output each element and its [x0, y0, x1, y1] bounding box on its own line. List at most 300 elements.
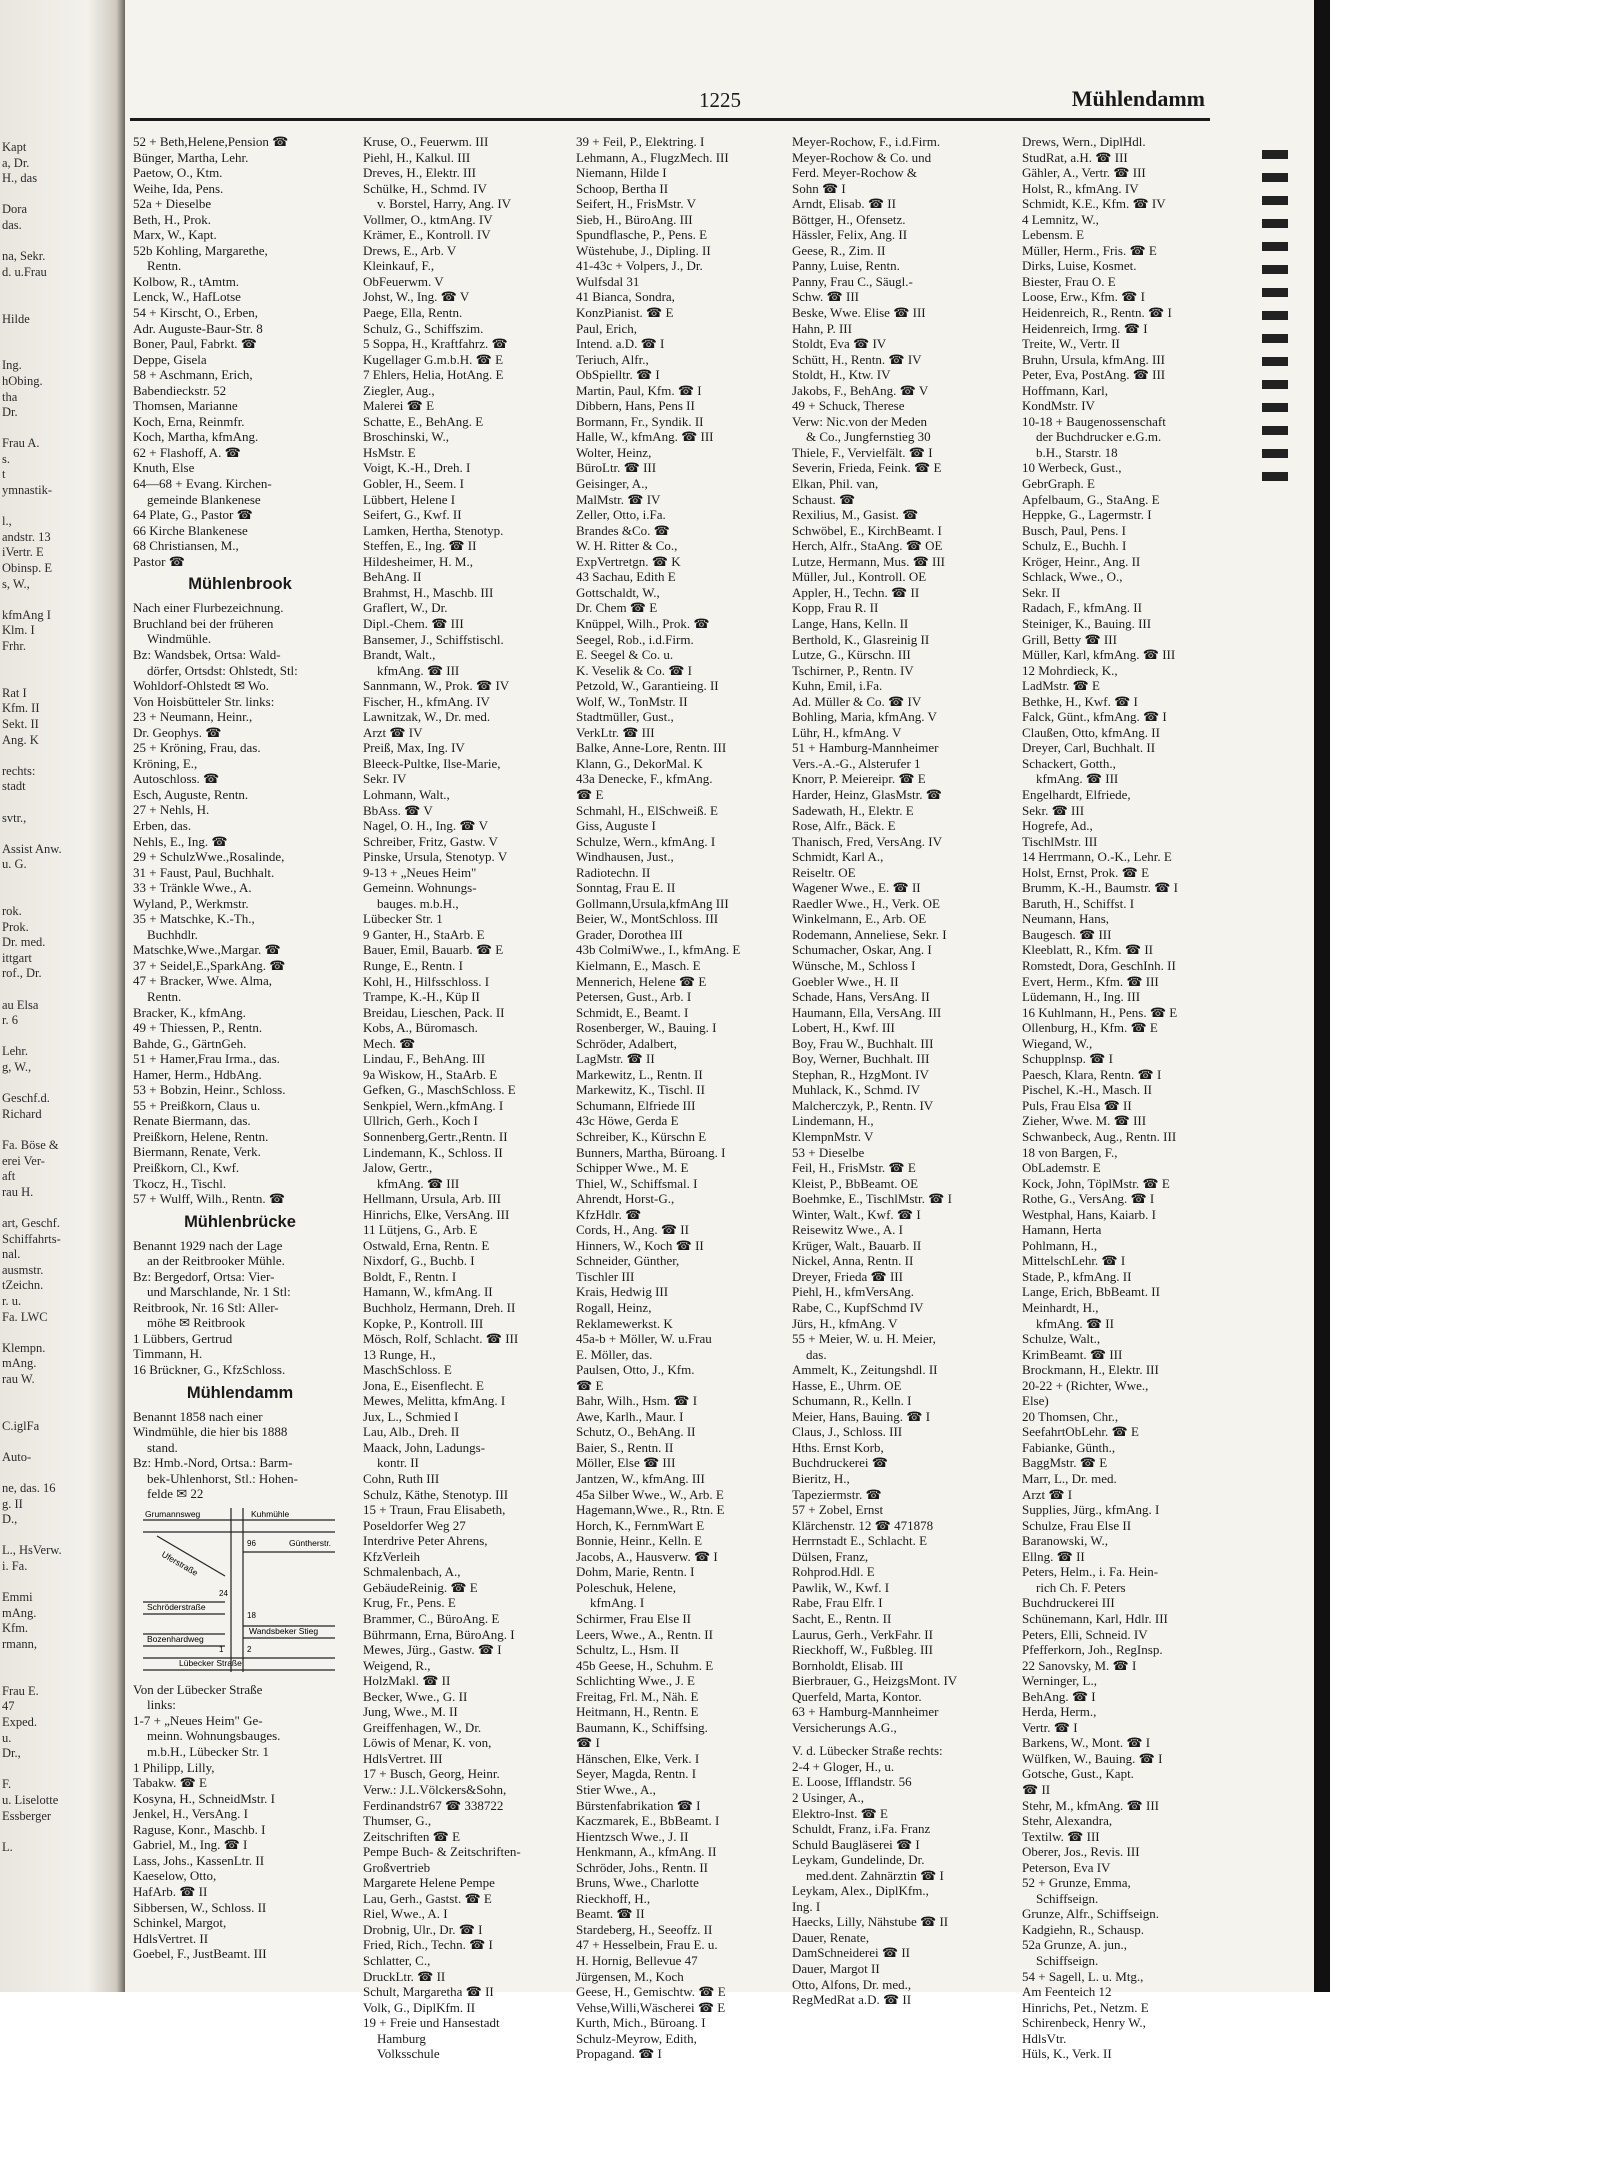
directory-entry: Ziegler, Aug.,: [363, 382, 435, 398]
directory-entry: BüroLtr. ☎ III: [576, 460, 657, 476]
directory-entry: Preiß, Max, Ing. IV: [363, 740, 465, 756]
previous-page-fragment: [2, 1434, 120, 1450]
directory-entry: Mewes, Jürg., Gastw. ☎ I: [363, 1642, 502, 1658]
directory-entry: Rabe, C., KupfSchmd IV: [792, 1300, 924, 1316]
previous-page-fragment: [2, 421, 120, 437]
directory-entry: Schmalenbach, A.,: [363, 1564, 461, 1580]
directory-entry: Boehmke, E., TischlMstr. ☎ I: [792, 1191, 952, 1207]
directory-entry: Preißkorn, Helene, Rentn.: [133, 1128, 269, 1144]
directory-entry: Querfeld, Marta, Kontor.: [792, 1688, 922, 1704]
directory-entry: 13 Runge, H.,: [363, 1346, 436, 1362]
directory-entry: Knorr, P. Meiereipr. ☎ E: [792, 771, 926, 787]
directory-entry: dörfer, Ortsdst: Ohlstedt, Stl:: [147, 662, 298, 678]
directory-entry: Am Feenteich 12: [1022, 1984, 1112, 2000]
directory-entry: Feil, H., FrisMstr. ☎ E: [792, 1160, 916, 1176]
directory-entry: Thanisch, Fred, VersAng. IV: [792, 833, 942, 849]
directory-entry: Margarete Helene Pempe: [363, 1875, 495, 1891]
directory-entry: Leykam, Alex., DiplKfm.,: [792, 1883, 929, 1899]
directory-entry: 18 von Bargen, F.,: [1022, 1144, 1118, 1160]
directory-entry: Westphal, Hans, Kaiarb. I: [1022, 1206, 1156, 1222]
directory-entry: Raguse, Konr., Maschb. I: [133, 1821, 266, 1837]
directory-entry: Dreyer, Frieda ☎ III: [792, 1268, 903, 1284]
previous-page-fragment: rau H.: [2, 1184, 34, 1199]
directory-entry: Dr. Geophys. ☎: [133, 724, 222, 740]
directory-entry: Bunners, Martha, Büroang. I: [576, 1144, 726, 1160]
directory-entry: ☎ E: [576, 786, 604, 802]
directory-entry: Bruchland bei der früheren: [133, 615, 274, 631]
directory-entry: Hinrichs, Pet., Netzm. E: [1022, 1999, 1149, 2015]
directory-entry: Oberer, Jos., Revis. III: [1022, 1844, 1140, 1860]
directory-entry: Jung, Wwe., M. II: [363, 1704, 458, 1720]
directory-entry: Gemeinn. Wohnungs-: [363, 880, 477, 896]
directory-entry: 22 Sanovsky, M. ☎ I: [1022, 1657, 1137, 1673]
directory-entry: Wüstehube, J., Dipling. II: [576, 242, 711, 258]
directory-entry: BbAss. ☎ V: [363, 802, 433, 818]
previous-page-fragment: rof., Dr.: [2, 966, 42, 981]
directory-entry: Schutz, O., BehAng. II: [576, 1424, 696, 1440]
directory-entry: Hagemann,Wwe., R., Rtn. E: [576, 1502, 725, 1518]
directory-entry: 10-18 + Baugenossenschaft: [1022, 413, 1166, 429]
directory-entry: Berthold, K., Glasreinig II: [792, 631, 930, 647]
directory-entry: Kielmann, E., Masch. E: [576, 957, 701, 973]
directory-entry: Stephan, R., HzgMont. IV: [792, 1066, 929, 1082]
directory-entry: Kugellager G.m.b.H. ☎ E: [363, 351, 504, 367]
directory-entry: Rose, Alfr., Bäck. E: [792, 818, 896, 834]
directory-entry: Schirenbeck, Henry W.,: [1022, 2015, 1146, 2031]
directory-entry: Arzt ☎ IV: [363, 724, 423, 740]
directory-entry: Schmahl, H., ElSchweiß. E: [576, 802, 718, 818]
directory-entry: Hahn, P. III: [792, 320, 852, 336]
directory-entry: 64 Plate, G., Pastor ☎: [133, 507, 253, 523]
directory-entry: Schumann, R., Kelln. I: [792, 1393, 912, 1409]
directory-entry: KfzHdlr. ☎: [576, 1206, 642, 1222]
directory-entry: Brahmst, H., Maschb. III: [363, 584, 494, 600]
directory-entry: 16 Brückner, G., KfzSchloss.: [133, 1362, 286, 1378]
directory-entry: 52a + Dieselbe: [133, 196, 212, 212]
directory-entry: ☎ I: [576, 1735, 600, 1751]
directory-entry: Pinske, Ursula, Stenotyp. V: [363, 849, 508, 865]
directory-entry: Müller, Herm., Fris. ☎ E: [1022, 242, 1157, 258]
directory-entry: Laurus, Gerh., VerkFahr. II: [792, 1626, 933, 1642]
directory-entry: Ahrendt, Horst-G.,: [576, 1191, 675, 1207]
previous-page-fragment: [2, 670, 120, 686]
previous-page-fragment: na, Sekr.: [2, 249, 46, 264]
directory-entry: 14 Herrmann, O.-K., Lehr. E: [1022, 849, 1172, 865]
directory-entry: Tapeziermstr. ☎: [792, 1486, 882, 1502]
previous-page-fragment: mAng.: [2, 1605, 37, 1620]
directory-entry: Buchholz, Hermann, Dreh. II: [363, 1300, 516, 1316]
directory-entry: Schulze, Wern., kfmAng. I: [576, 833, 716, 849]
directory-entry: Pawlik, W., Kwf. I: [792, 1579, 890, 1595]
directory-entry: GebrGraph. E: [1022, 476, 1095, 492]
previous-page-fragment: mAng.: [2, 1356, 37, 1371]
directory-entry: Dreves, H., Elektr. III: [363, 165, 476, 181]
previous-page-fragment: u.: [2, 1730, 12, 1745]
directory-entry: Goebler Wwe., H. II: [792, 973, 899, 989]
directory-entry: Schuld Baugläserei ☎ I: [792, 1836, 920, 1852]
previous-page-fragment: [2, 280, 120, 296]
directory-entry: Hientzsch Wwe., J. II: [576, 1828, 689, 1844]
previous-page-fragment: svtr.,: [2, 810, 27, 825]
directory-entry: kfmAng. ☎ III: [377, 662, 460, 678]
directory-entry: 52a Grunze, A. jun.,: [1022, 1937, 1128, 1953]
directory-entry: 27 + Nehls, H.: [133, 802, 210, 818]
directory-entry: Grunze, Alfr., Schiffseign.: [1022, 1906, 1159, 1922]
directory-entry: Klärchenstr. 12 ☎ 471878: [792, 1517, 934, 1533]
directory-entry: Rabe, Frau Elfr. I: [792, 1595, 883, 1611]
directory-entry: Harder, Heinz, GlasMstr. ☎: [792, 786, 942, 802]
directory-entry: Krais, Hedwig III: [576, 1284, 669, 1300]
directory-entry: Jalow, Gertr.,: [363, 1160, 433, 1176]
directory-entry: Peters, Helm., i. Fa. Hein-: [1022, 1564, 1159, 1580]
directory-entry: Thiele, F., Vervielfält. ☎ I: [792, 444, 933, 460]
spacer: [792, 1735, 1012, 1743]
directory-entry: Lass, Johs., KassenLtr. II: [133, 1852, 265, 1868]
directory-entry: Halle, W., kfmAng. ☎ III: [576, 429, 714, 445]
directory-entry: 54 + Kirscht, O., Erben,: [133, 305, 259, 321]
directory-entry: Schünemann, Karl, Hdlr. III: [1022, 1610, 1168, 1626]
directory-entry: Lebensm. E: [1022, 227, 1085, 243]
previous-page-fragment: C.iglFa: [2, 1418, 40, 1433]
directory-entry: Bornholdt, Elisab. III: [792, 1657, 904, 1673]
directory-entry: TischlMstr. III: [1022, 833, 1098, 849]
directory-entry: Schultz, L., Hsm. II: [576, 1642, 679, 1658]
previous-page-fragment: Assist Anw.: [2, 841, 62, 856]
directory-entry: Barkens, W., Mont. ☎ I: [1022, 1735, 1151, 1751]
directory-entry: ☎ II: [1022, 1781, 1051, 1797]
previous-page-fragment: g, W.,: [2, 1060, 32, 1075]
previous-page-fragment: t: [2, 467, 6, 482]
directory-entry: Reklamewerkst. K: [576, 1315, 673, 1331]
directory-entry: Radach, F., kfmAng. II: [1022, 600, 1142, 616]
directory-entry: Vehse,Willi,Wäscherei ☎ E: [576, 1999, 726, 2015]
directory-entry: Hogrefe, Ad.,: [1022, 818, 1093, 834]
directory-entry: Biester, Frau O. E: [1022, 273, 1116, 289]
directory-entry: Sadewath, H., Elektr. E: [792, 802, 914, 818]
directory-entry: Stade, P., kfmAng. II: [1022, 1268, 1132, 1284]
directory-entry: Dr. Chem ☎ E: [576, 600, 658, 616]
directory-entry: Bahr, Wilh., Hsm. ☎ I: [576, 1393, 698, 1409]
directory-entry: Erben, das.: [133, 817, 192, 833]
directory-entry: 53 + Bobzin, Heinr., Schloss.: [133, 1082, 286, 1098]
directory-entry: Schinkel, Margot,: [133, 1915, 227, 1931]
directory-entry: kfmAng. ☎ III: [377, 1175, 460, 1191]
directory-entry: 49 + Thiessen, P., Rentn.: [133, 1020, 263, 1036]
directory-entry: Sieb, H., BüroAng. III: [576, 211, 693, 227]
map-street-label: Wandsbeker Stieg: [249, 1625, 319, 1636]
directory-entry: Winkelmann, E., Arb. OE: [792, 911, 927, 927]
directory-entry: Schmidt, E., Beamt. I: [576, 1004, 689, 1020]
map-street-label: Grumannsweg: [145, 1508, 201, 1519]
directory-entry: Knuth, Else: [133, 460, 195, 476]
directory-entry: Malerei ☎ E: [363, 398, 435, 414]
directory-entry: Hüls, K., Verk. II: [1022, 2046, 1112, 2062]
directory-entry: 20-22 + (Richter, Wwe.,: [1022, 1377, 1149, 1393]
previous-page-fragment: [2, 1653, 120, 1669]
previous-page-fragment: r. 6: [2, 1013, 18, 1028]
directory-entry: Ad. Müller & Co. ☎ IV: [792, 693, 922, 709]
directory-entry: Poleschuk, Helene,: [576, 1579, 677, 1595]
directory-entry: 43 Sachau, Edith E: [576, 569, 676, 585]
directory-entry: das.: [806, 1346, 827, 1362]
previous-page-fragment: 47: [2, 1699, 15, 1714]
directory-entry: 57 + Zobel, Ernst: [792, 1502, 884, 1518]
directory-entry: 47 + Hesselbein, Frau E. u.: [576, 1937, 718, 1953]
directory-entry: Dirks, Luise, Kosmet.: [1022, 258, 1137, 274]
directory-entry: felde ✉ 22: [147, 1486, 204, 1502]
directory-entry: Fabianke, Günth.,: [1022, 1439, 1116, 1455]
directory-entry: Mösch, Rolf, Schlacht. ☎ III: [363, 1331, 519, 1347]
directory-entry: Lübbert, Helene I: [363, 491, 456, 507]
previous-page-fragment: Emmi: [2, 1590, 33, 1605]
previous-page-fragment: u. G.: [2, 857, 27, 872]
directory-entry: 31 + Faust, Paul, Buchhalt.: [133, 864, 275, 880]
directory-entry: 1 Lübbers, Gertrud: [133, 1330, 233, 1346]
directory-entry: Schlichting Wwe., J. E: [576, 1673, 695, 1689]
directory-entry: Tabakw. ☎ E: [133, 1775, 208, 1791]
directory-entry: Möller, Else ☎ III: [576, 1455, 676, 1471]
directory-entry: Lutze, G., Kürschn. III: [792, 647, 911, 663]
directory-entry: 15 + Traun, Frau Elisabeth,: [363, 1502, 506, 1518]
directory-entry: Baugesch. ☎ III: [1022, 926, 1112, 942]
directory-entry: und Marschlande, Nr. 1 Stl:: [147, 1284, 291, 1300]
directory-entry: Intend. a.D. ☎ I: [576, 336, 665, 352]
previous-page-fragment: a, Dr.: [2, 155, 30, 170]
directory-entry: Ullrich, Gerh., Koch I: [363, 1113, 478, 1129]
directory-entry: Brandt, Walt.,: [363, 647, 436, 663]
directory-entry: Volksschule: [377, 2046, 440, 2062]
directory-entry: 23 + Neumann, Heinr.,: [133, 709, 253, 725]
directory-entry: Koch, Martha, kfmAng.: [133, 429, 259, 445]
previous-page-fragment: Richard: [2, 1106, 42, 1121]
directory-entry: ☎ E: [576, 1377, 604, 1393]
directory-entry: Gähler, A., Vertr. ☎ III: [1022, 165, 1146, 181]
directory-entry: Heidenreich, Irmg. ☎ I: [1022, 320, 1148, 336]
previous-page-fragment: [2, 1824, 120, 1840]
directory-entry: Benannt 1929 nach der Lage: [133, 1237, 283, 1253]
directory-entry: Cohn, Ruth III: [363, 1471, 440, 1487]
directory-entry: Marr, L., Dr. med.: [1022, 1471, 1117, 1487]
map-street-label: Uferstraße: [160, 1548, 200, 1578]
directory-entry: Dülsen, Franz,: [792, 1548, 869, 1564]
directory-entry: Gollmann,Ursula,kfmAng III: [576, 895, 729, 911]
directory-entry: Riel, Wwe., A. I: [363, 1906, 448, 1922]
directory-entry: Lohmann, Walt.,: [363, 786, 450, 802]
directory-entry: Ostwald, Erna, Rentn. E: [363, 1237, 490, 1253]
directory-column-3: [576, 134, 788, 2062]
previous-page-fragment: Fa. LWC: [2, 1309, 48, 1324]
directory-entry: Falck, Günt., kfmAng. ☎ I: [1022, 709, 1167, 725]
directory-entry: Matschke,Wwe.,Margar. ☎: [133, 942, 281, 958]
directory-entry: Evert, Herm., Kfm. ☎ III: [1022, 973, 1159, 989]
directory-entry: Panny, Luise, Rentn.: [792, 258, 900, 274]
directory-entry: Bührmann, Erna, BüroAng. I: [363, 1626, 515, 1642]
previous-page-fragment: [2, 748, 120, 764]
directory-entry: Beske, Wwe. Elise ☎ III: [792, 305, 926, 321]
directory-entry: Paul, Erich,: [576, 320, 638, 336]
directory-entry: Lange, Erich, BbBeamt. II: [1022, 1284, 1160, 1300]
previous-page-fragment: Kfm. II: [2, 701, 40, 716]
thumb-index-marks: [1262, 150, 1292, 495]
directory-entry: BehAng. ☎ I: [1022, 1688, 1096, 1704]
directory-entry: Engelhardt, Elfriede,: [1022, 786, 1131, 802]
directory-entry: Klann, G., DekorMal. K: [576, 755, 703, 771]
previous-page-fragment: Klempn.: [2, 1340, 46, 1355]
directory-entry: Bz: Bergedorf, Ortsa: Vier-: [133, 1268, 275, 1284]
directory-entry: Böttger, H., Ofensetz.: [792, 211, 906, 227]
directory-entry: 35 + Matschke, K.-Th.,: [133, 911, 255, 927]
directory-entry: 1-7 + „Neues Heim" Ge-: [133, 1712, 263, 1728]
directory-entry: Neumann, Hans,: [1022, 911, 1110, 927]
previous-page-fragment: [2, 499, 120, 515]
map-street-label: Kuhmühle: [251, 1508, 290, 1519]
previous-page-fragment: aft: [2, 1169, 16, 1184]
previous-page-fragment: [2, 1388, 120, 1404]
directory-entry: LagMstr. ☎ II: [576, 1051, 655, 1067]
directory-entry: Drews, E., Arb. V: [363, 242, 457, 258]
directory-entry: Drobnig, Ulr., Dr. ☎ I: [363, 1921, 483, 1937]
directory-entry: Petzold, W., Garantieing. II: [576, 678, 719, 694]
previous-page-fragment: Rat I: [2, 685, 27, 700]
previous-page-fragment: Frau E.: [2, 1683, 39, 1698]
directory-entry: Schiffseign.: [1036, 1890, 1099, 1906]
directory-entry: Dibbern, Hans, Pens II: [576, 398, 695, 414]
directory-entry: Propagand. ☎ I: [576, 2046, 662, 2062]
directory-entry: Volk, G., DiplKfm. II: [363, 1999, 476, 2015]
previous-page-fragment: d. u.Frau: [2, 264, 47, 279]
directory-entry: Kurth, Mich., Büroang. I: [576, 2015, 706, 2031]
directory-entry: Herda, Herm.,: [1022, 1704, 1097, 1720]
directory-entry: kfmAng. ☎ II: [1036, 1315, 1114, 1331]
directory-entry: 45b Geese, H., Schuhm. E: [576, 1657, 714, 1673]
directory-entry: Pohlmann, H.,: [1022, 1237, 1098, 1253]
directory-entry: 47 + Bracker, Wwe. Alma,: [133, 973, 273, 989]
directory-entry: Kruse, O., Feuerwm. III: [363, 134, 489, 149]
directory-entry: Muhlack, K., Schmd. IV: [792, 1082, 921, 1098]
directory-entry: Schaust. ☎: [792, 491, 856, 507]
directory-entry: Greiffenhagen, W., Dr.: [363, 1719, 482, 1735]
directory-entry: Hamer, Herm., HdbAng.: [133, 1066, 262, 1082]
directory-entry: Heppke, G., Lagermstr. I: [1022, 507, 1152, 523]
directory-entry: Vertr. ☎ I: [1022, 1719, 1078, 1735]
directory-entry: Reisewitz Wwe., A. I: [792, 1222, 903, 1238]
directory-entry: Appler, H., Techn. ☎ II: [792, 584, 920, 600]
directory-entry: Biermann, Renate, Verk.: [133, 1144, 261, 1160]
previous-page-fragment: [2, 1762, 120, 1778]
directory-entry: Tschirner, P., Rentn. IV: [792, 662, 914, 678]
directory-entry: Timmann, H.: [133, 1346, 203, 1362]
directory-entry: Windmühle.: [147, 631, 212, 647]
previous-page-fragment: [2, 1403, 120, 1419]
directory-entry: StudRat, a.H. ☎ III: [1022, 149, 1128, 165]
directory-entry: MaschSchloss. E: [363, 1362, 452, 1378]
directory-entry: Meinhardt, H.,: [1022, 1300, 1099, 1316]
previous-page-fragment: Frau A.: [2, 436, 40, 451]
directory-entry: Wolter, Heinz,: [576, 444, 652, 460]
directory-entry: Drews, Wern., DiplHdl.: [1022, 134, 1146, 149]
directory-entry: Rosenberger, W., Bauing. I: [576, 1020, 717, 1036]
directory-entry: H. Hornig, Bellevue 47: [576, 1952, 698, 1968]
directory-entry: Henkmann, A., kfmAng. II: [576, 1844, 717, 1860]
directory-entry: 54 + Sagell, L. u. Mtg.,: [1022, 1968, 1144, 1984]
previous-page-fragment: Dr.,: [2, 1746, 21, 1761]
directory-entry: Bz: Hmb.-Nord, Ortsa.: Barm-: [133, 1455, 293, 1471]
directory-column-2: [363, 134, 573, 2062]
directory-entry: Breidau, Lieschen, Pack. II: [363, 1004, 505, 1020]
directory-entry: Zeller, Otto, i.Fa.: [576, 507, 666, 523]
directory-entry: Kosyna, H., SchneidMstr. I: [133, 1790, 275, 1806]
directory-entry: Kleeblatt, R., Kfm. ☎ II: [1022, 942, 1153, 958]
previous-page-fragment: art, Geschf.: [2, 1215, 60, 1230]
directory-entry: Krämer, E., Kontroll. IV: [363, 227, 491, 243]
directory-entry: Stehr, Alexandra,: [1022, 1813, 1113, 1829]
previous-page-fragment: Hilde: [2, 311, 30, 326]
directory-entry: Kobs, A., Büromasch.: [363, 1020, 478, 1036]
directory-entry: Hasse, E., Uhrm. OE: [792, 1377, 902, 1393]
directory-entry: Wünsche, M., Schloss I: [792, 957, 916, 973]
directory-entry: 55 + Preißkorn, Claus u.: [133, 1097, 261, 1113]
directory-entry: Schiffseign.: [1036, 1952, 1099, 1968]
directory-entry: Piehl, H., kfmVersAng.: [792, 1284, 915, 1300]
previous-page-fragment: Frhr.: [2, 639, 26, 653]
directory-entry: 41 Bianca, Sondra,: [576, 289, 675, 305]
directory-entry: 16 Kuhlmann, H., Pens. ☎ E: [1022, 1004, 1178, 1020]
previous-page-fragment: ausmstr.: [2, 1262, 44, 1277]
directory-entry: Meier, Hans, Bauing. ☎ I: [792, 1408, 931, 1424]
previous-page-fragment: s, W.,: [2, 576, 30, 591]
previous-page-fragment: [2, 1122, 120, 1138]
directory-entry: Schumacher, Oskar, Ang. I: [792, 942, 932, 958]
directory-entry: Jacobs, A., Hausverw. ☎ I: [576, 1548, 718, 1564]
directory-entry: 66 Kirche Blankenese: [133, 522, 248, 538]
directory-entry: Leykam, Gundelinde, Dr.: [792, 1852, 925, 1868]
directory-entry: Bahde, G., GärtnGeh.: [133, 1035, 247, 1051]
directory-entry: 57 + Wulff, Wilh., Rentn. ☎: [133, 1191, 286, 1207]
directory-entry: Schulz, E., Buchh. I: [1022, 538, 1127, 554]
directory-entry: Kopp, Frau R. II: [792, 600, 879, 616]
directory-entry: m.b.H., Lübecker Str. 1: [147, 1744, 270, 1760]
directory-entry: Schipper Wwe., M. E: [576, 1160, 689, 1176]
directory-entry: Senkpiel, Wern.,kfmAng. I: [363, 1097, 504, 1113]
directory-entry: Kaczmarek, E., BbBeamt. I: [576, 1813, 720, 1829]
directory-entry: Goebel, F., JustBeamt. III: [133, 1946, 267, 1962]
directory-entry: Baumann, K., Schiffsing.: [576, 1719, 708, 1735]
directory-entry: 2 Usinger, A.,: [792, 1789, 865, 1805]
directory-entry: Kröning, E.,: [133, 755, 198, 771]
previous-page-fragment: Dora: [2, 202, 27, 217]
directory-entry: an der Reitbrooker Mühle.: [147, 1253, 285, 1269]
directory-entry: Von der Lübecker Straße: [133, 1681, 263, 1697]
directory-entry: Rothe, G., VersAng. ☎ I: [1022, 1191, 1155, 1207]
directory-entry: Deppe, Gisela: [133, 351, 207, 367]
directory-entry: VerkLtr. ☎ III: [576, 724, 655, 740]
directory-entry: Benannt 1858 nach einer: [133, 1408, 263, 1424]
directory-entry: Fried, Rich., Techn. ☎ I: [363, 1937, 493, 1953]
directory-entry: Meyer-Rochow & Co. und: [792, 149, 932, 165]
directory-entry: Wiegand, W.,: [1022, 1035, 1093, 1051]
previous-page-fragment: [2, 795, 120, 811]
directory-entry: 29 + SchulzWwe.,Rosalinde,: [133, 849, 285, 865]
directory-entry: Hellmann, Ursula, Arb. III: [363, 1191, 501, 1207]
directory-entry: Leers, Wwe., A., Rentn. II: [576, 1626, 713, 1642]
directory-entry: Rohprod.Hdl. E: [792, 1564, 875, 1580]
directory-entry: Werninger, L.,: [1022, 1673, 1097, 1689]
directory-entry: Baranowski, W.,: [1022, 1533, 1108, 1549]
directory-entry: Kröger, Heinr., Ang. II: [1022, 553, 1141, 569]
street-map: [133, 1506, 347, 1676]
directory-entry: Broschinski, W.,: [363, 429, 449, 445]
directory-entry: 55 + Meier, W. u. H. Meier,: [792, 1331, 936, 1347]
